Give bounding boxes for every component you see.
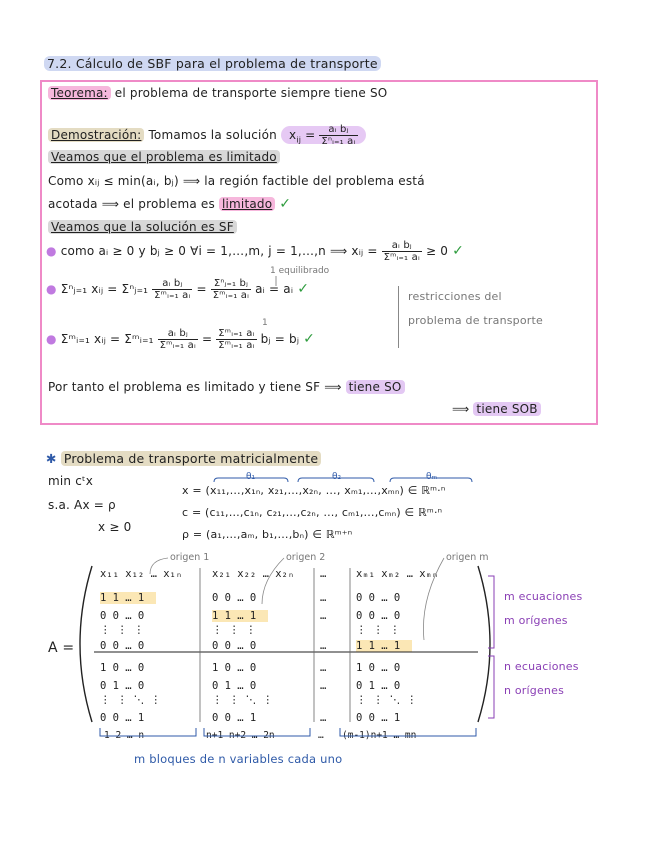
demo-label: Demostración: [48,128,144,142]
n-equations: n ecuaciones [504,660,579,673]
blocks-caption: m bloques de n variables cada uno [134,752,343,766]
matrix-cell: … [320,610,327,622]
matrix-cell: 0 0 … 0 [212,592,257,604]
matrix-cell: 0 1 … 0 [356,680,401,692]
section-title: 7.2. Cálculo de SBF para el problema de transporte [44,56,381,71]
matrix-cell: ⋮ ⋮ ⋱ ⋮ [356,694,417,706]
m-origins: m orígenes [504,614,568,627]
matrix-cell: ⋮ ⋮ ⋮ [356,624,401,636]
matrix-cell: … [320,640,327,652]
block-label-dots: … [318,730,324,741]
matrix-cell: 0 1 … 0 [100,680,145,692]
matrix-cell: 1 0 … 0 [212,662,257,674]
theta-1-brace [214,478,288,482]
matrix-cell: 1 1 … 1 [356,640,412,652]
left-paren [80,566,92,722]
origin-1-curve [150,558,168,574]
matrix-cell: 0 0 … 0 [356,592,401,604]
bullet-icon: ● [46,332,57,346]
matrix-cell: ⋮ ⋮ ⋮ [212,624,257,636]
theta-2-brace [298,478,374,482]
theta-2: θ₂ [332,472,342,482]
matrix-cell: ⋮ ⋮ ⋱ ⋮ [212,694,273,706]
matrix-heading: ✱ Problema de transporte matricialmente [46,451,321,466]
matrix-cell: … [320,712,327,724]
matrix-cell: 0 0 … 1 [356,712,401,724]
matrix-cell: 0 0 … 0 [100,640,145,652]
conclusion-line-1: Por tanto el problema es limitado y tiene SF ⟹ tiene SO [48,380,405,394]
conclusion-line-2: ⟹ tiene SOB [452,402,541,416]
m-equations: m ecuaciones [504,590,583,603]
matrix-cell: 1 0 … 0 [100,662,145,674]
lp-sa: s.a. Ax = ρ [48,498,116,512]
block-label-m: (m-1)n+1 … mn [342,730,417,741]
lp-nonneg: x ≥ 0 [98,520,132,534]
lp-min: min cᵗx [48,474,94,488]
matrix-col-header: … [320,568,327,580]
A-label: A = [48,640,75,656]
matrix-cell: 1 0 … 0 [356,662,401,674]
restr-line-1: restricciones del [408,290,502,303]
vec-c: c = (c₁₁,…,c₁ₙ, c₂₁,…,c₂ₙ, …, cₘ₁,…,cₘₙ) ∈ ℝᵐ·ⁿ [182,506,443,519]
origin-m-label: origen m [446,552,489,563]
demo-formula: $x_{ij}$ = $\frac{\text{aᵢ bⱼ}}{\text{Σⁿᵢ₌₁ aᵢ}}$ [281,126,366,144]
n-origins: n orígenes [504,684,564,697]
sf-line-3: ● Σᵐᵢ₌₁ xᵢⱼ = Σᵐᵢ₌₁ $\frac{\text{aᵢ bⱼ}}{\text{Σᵐᵢ₌₁ aᵢ}}$ = $\frac{\text{Σᵐᵢ₌₁ aᵢ}}{\text{Σᵐᵢ₌₁ aᵢ}}$ bⱼ = bⱼ ✓ [46,328,316,351]
m-brace [488,576,494,648]
theta-m: θₘ [426,472,438,482]
matrix-cell: … [320,592,327,604]
origin-2-curve [262,558,284,604]
matrix-cell: ⋮ ⋮ ⋮ [100,624,145,636]
matrix-col-header: x₁₁ x₁₂ … x₁ₙ [100,568,183,580]
matrix-cell: 0 0 … 0 [100,610,145,622]
block-brace-1 [100,728,196,736]
theta-m-brace [390,478,472,482]
sf-heading: Veamos que la solución es SF [48,220,237,234]
block-label-2: n+1 n+2 … 2n [206,730,275,741]
matrix-cell: 0 0 … 1 [100,712,145,724]
block-brace-2 [204,728,310,736]
demo-text: Tomamos la solución [148,128,277,142]
matrix-col-header: x₂₁ x₂₂ … x₂ₙ [212,568,295,580]
block-brace-m [340,728,476,736]
matrix-cell: 0 0 … 0 [212,640,257,652]
matrix-cell: 0 0 … 0 [356,610,401,622]
bounded-line-2: acotada ⟹ el problema es limitado ✓ [48,196,292,212]
origin-1-label: origen 1 [170,552,210,563]
matrix-col-header: xₘ₁ xₘ₂ … xₘₙ [356,568,439,580]
right-paren [478,566,490,722]
bounded-line-1: Como xᵢⱼ ≤ min(aᵢ, bⱼ) ⟹ la región factible del problema está [48,174,425,188]
check-icon: ✓ [279,196,292,212]
check-icon: ✓ [303,331,316,347]
vec-rho: ρ = (a₁,…,aₘ, b₁,…,bₙ) ∈ ℝᵐ⁺ⁿ [182,528,353,541]
check-icon: ✓ [297,281,310,297]
restr-line-2: problema de transporte [408,314,543,327]
matrix-cell: 0 1 … 0 [212,680,257,692]
check-icon: ✓ [452,243,465,259]
star-icon: ✱ [46,451,57,466]
matrix-cell: … [320,680,327,692]
matrix-cell: ⋮ ⋮ ⋱ ⋮ [100,694,161,706]
theorem-text: el problema de transporte siempre tiene SO [110,86,388,100]
matrix-cell: 1 1 … 1 [100,592,156,604]
equilibrado-note: 1 equilibrado [270,266,330,276]
bullet-icon: ● [46,244,57,258]
sf-line-2: ● Σⁿⱼ₌₁ xᵢⱼ = Σⁿⱼ₌₁ $\frac{\text{aᵢ bⱼ}}{\text{Σᵐᵢ₌₁ aᵢ}}$ = $\frac{\text{Σⁿⱼ₌₁ bⱼ}}{\text{Σᵐᵢ₌₁ aᵢ}}$ aᵢ = aᵢ ✓ [46,278,310,301]
matrix-cell: 1 1 … 1 [212,610,268,622]
bullet-icon: ● [46,282,57,296]
vec-x: x = (x₁₁,…,x₁ₙ, x₂₁,…,x₂ₙ, …, xₘ₁,…,xₘₙ) ∈ ℝᵐ·ⁿ [182,484,446,497]
theta-1: θ₁ [246,472,256,482]
matrix-cell: 0 0 … 1 [212,712,257,724]
bounded-heading: Veamos que el problema es limitado [48,150,280,164]
origin-2-label: origen 2 [286,552,326,563]
matrix-cell: … [320,662,327,674]
block-label-1: 1 2 … n [104,730,145,741]
one-note: 1 [262,318,268,328]
sf-line-1: ● como aᵢ ≥ 0 y bⱼ ≥ 0 ∀i = 1,…,m, j = 1,…,n ⟹ xᵢⱼ = $\frac{\text{aᵢ bⱼ}}{\text{Σᵐᵢ₌₁ aᵢ}}$ ≥ 0 ✓ [46,240,465,263]
origin-m-curve [423,558,444,640]
theorem-label: Teorema: [48,86,111,100]
